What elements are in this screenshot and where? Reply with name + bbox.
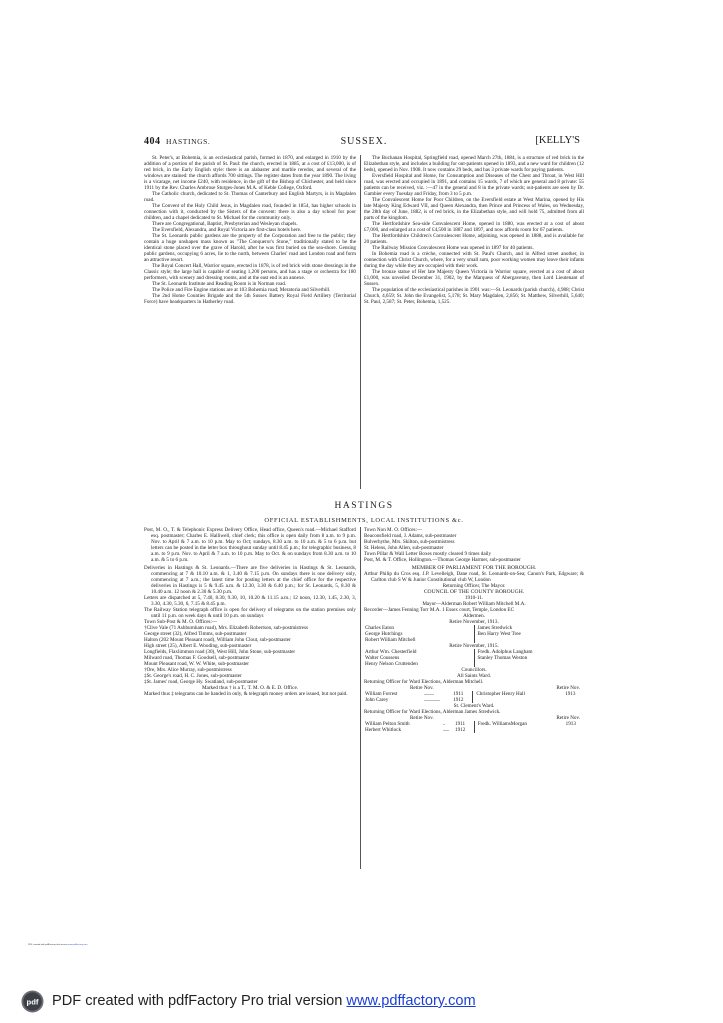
member-name: George Hutchings	[365, 631, 403, 638]
pdf-footer	[21, 987, 476, 1015]
pdf-icon-label: pdf	[26, 996, 39, 1006]
member-name: Ben Harry West Tree	[474, 631, 584, 637]
retire-1915-heading: Retire November, 1915.	[449, 643, 499, 650]
section-subtitle: OFFICIAL ESTABLISHMENTS, LOCAL INSTITUTIONS &c.	[264, 517, 464, 524]
directory-entry: Recorder—James Fenning Torr M.A. 1 Essex court, Temple, London EC	[364, 607, 514, 614]
paragraph: The Buchanan Hospital, Springfield road, opened March 27th, 1884, is a structure of red brick in the Elizabethan style, and includes a building for out-patients opened in 1893, and a new ward for children (12 beds), opened in Nov. 1908. It now contains 29 beds, and has 3 private wards for paying patients.	[364, 155, 584, 174]
directory-entry: COUNCIL OF THE COUNTY BOROUGH.	[423, 589, 525, 596]
paragraph: The Catholic church, dedicated to St. Thomas of Canterbury and English Martyrs, is in Magdalen road.	[144, 191, 356, 204]
directory-entry: George street (32), Alfred Timms, sub-postmaster	[144, 631, 247, 638]
paragraph: There are Congregational, Baptist, Presbyterian and Wesleyan chapels.	[152, 221, 298, 228]
ward-heading: All Saints Ward.	[457, 673, 491, 680]
member-name: Robert William Mitchell	[365, 637, 416, 644]
paragraph: The Police and Fire Engine stations are at 103 Bohemia road; Meratoria and Silverhill.	[152, 287, 331, 294]
directory-entry: Halton (202 Mount Pleasant road), William John Clout, sub-postmaster	[144, 637, 291, 644]
directory-entry: Town Sub-Post & M. O. Offices:—	[144, 619, 218, 626]
councillor-name: William Forrest	[365, 691, 398, 698]
paragraph: Eversfield Hospital and Home, for Consumption and Diseases of the Chest and Throat, in West Hill road, was erected and occupied in 1891, and contains 15 wards, 7 of which are general and 8 private: 55 patients can be received, viz. :—47 in the general and 8 in the private wards; out-patients are seen by Dr. Gambier every Tuesday and Friday, from 3 to 5 p.m.	[364, 173, 584, 198]
paragraph: The Hertfordshire Sea-side Convalescent Home, opened in 1880, was erected at a cost of about £7,000, and enlarged at a cost of £4,500 in 1887 and 1897, and now affords room for 67 patients.	[364, 221, 584, 234]
bottom-left-column	[144, 527, 356, 871]
directory-entry: Milward road, Thomas F. Goodsell, sub-postmaster	[144, 655, 250, 662]
directory-entry: The Railway Station telegraph office is open for delivery of telegrams on the station premises only until 11 p.m. on week days & until 10 p.m. on sundays	[144, 607, 356, 620]
paragraph: The Convent of the Holy Child Jesus, in Magdalen road, founded in 1854, has higher schools in connection with it, conducted by the Sisters of the convent: there is also a day school for poor children, and a chapel dedicated to St. Michael for the community only.	[144, 203, 356, 222]
paragraph: The 2nd Home Counties Brigade and the 5th Sussex Battery Royal Field Artillery (Territorial Force) have headquarters in Hatherley road.	[144, 293, 356, 306]
member-name: Walter Coussens	[365, 655, 400, 662]
paragraph: The Railway Mission Convalescent Home was opened in 1897 for 40 patients.	[372, 245, 534, 252]
directory-entry: Mount Pleasant road, W. W. White, sub-postmaster	[144, 661, 249, 668]
retire-label: Retire Nov.	[410, 715, 434, 722]
councillors-heading: Councillors.	[461, 667, 487, 674]
footer-link[interactable]: www.pdffactory.com	[346, 993, 476, 1009]
paragraph: The St. Leonards public gardens are the property of the Corporation and free to the public; they contain a huge unshapen mass known as "The Conqueror's Stone," traditionally stated to be the identical stone placed over the grave of Harold, after he was first buried on the sea-shore. Gensing public gardens, occupying 6 acres, lie to the north, between Charles' road and London road and form an attractive resort.	[144, 233, 356, 264]
retire-year: 1911	[453, 691, 464, 698]
member-name: Stanley Thomas Weston	[474, 655, 584, 661]
directory-entry: Marked thus ‡ telegrams can be handed in only, & telegraph money orders are issued, but not paid.	[144, 691, 348, 698]
paragraph: St. Peter's, at Bohemia, is an ecclesiastical parish, formed in 1870, and enlarged in 1910 by the addition of a portion of the parish of St. Paul: the church, erected in 1885, at a cost of £13,000, is of red brick, in the Early English style: there is an alabaster and marble reredos, and several of the windows are stained: the church affords 700 sittings. The register dates from the year 1890. The living is a vicarage, net income £240, with residence, in the gift of the Bishop of Chichester, and held since 1911 by the Rev. Charles Ambrose Sturges-Jones M.A. of Keble College, Oxford.	[144, 155, 356, 192]
leader-dots: ................	[423, 697, 440, 704]
directory-entry: Town Non M. O. Offices:—	[364, 527, 423, 533]
member-name: Fredk. Adolphus Langham	[474, 649, 584, 655]
running-head: HASTINGS.	[166, 137, 211, 146]
small-credit-text: PDF created with pdfFactory trial version	[28, 944, 68, 946]
directory-entry: High street (25), Albert E. Wooding, sub-postmaster	[144, 643, 252, 650]
retire-label: Retire Nov.	[556, 685, 580, 692]
paragraph: The population of the ecclesiastical parishes in 1901 was:—St. Leonards (parish church), 4,988; Christ Church, 4,659; St. John the Evangelist, 5,178; St. Mary Magdalen, 2,856; St. Matthew, Silverhill, 5,640; St. Paul, 2,587; St. Peter, Bohemia, 1,525.	[364, 287, 584, 306]
st-clements-table	[364, 721, 584, 733]
directory-entry: Bulverhythe, Mrs. Skilton, sub-postmistress	[364, 539, 455, 546]
member-name: James Stredwick	[474, 625, 584, 631]
aldermen-1913-table	[364, 625, 584, 643]
member-name: Henry Nelson Cruttenden	[365, 661, 418, 668]
returning-officer: Returning Officer for Ward Elections, Alderman James Stredwick.	[364, 709, 501, 716]
directory-entry: †Ore, Mrs. Alice Murray, sub-postmistress	[144, 667, 232, 674]
retire-label: Retire Nov.	[410, 685, 434, 692]
retire-year: 1912	[453, 697, 464, 704]
directory-entry: Returning Officer, The Mayor.	[442, 583, 506, 590]
councillor-name: Herbert Whitlock	[365, 727, 402, 734]
retire-year: 1913	[565, 721, 576, 728]
footer-text	[52, 993, 476, 1009]
directory-entry: Town Pillar & Wall Letter Boxes mostly cleared 9 times daily	[364, 551, 492, 558]
directory-entry: Post, M. & T. Office, Hollington.—Thomas George Harmer, sub-postmaster	[364, 557, 521, 564]
small-credit-line	[28, 944, 88, 946]
councillor-name: John Carey	[365, 697, 389, 704]
directory-entry: 1910-11.	[464, 595, 484, 602]
retire-year: 1912	[455, 727, 466, 734]
footer-message: PDF created with pdfFactory Pro trial version	[52, 993, 347, 1009]
councillor-name: Christopher Henry Hall	[473, 691, 564, 697]
paragraph: The Royal Concert Hall, Warrior square, erected in 1878, is of red brick with stone dressings in the Classic style; the large hall is capable of seating 1,200 persons, and has a stage or orchestra for 180 performers, with scenery and dressing rooms, and at the east end is an annexe.	[144, 263, 356, 282]
councillor-row	[364, 727, 584, 733]
member-name: Charles Eaton	[365, 625, 394, 632]
leader-dots: ..........	[423, 691, 434, 698]
directory-entry: Marked thus † is a T., T. M. O. & E. D. Office.	[201, 685, 299, 692]
page-number: 404	[144, 136, 161, 147]
aldermen-1915-table	[364, 649, 584, 667]
retire-label: Retire Nov.	[556, 715, 580, 722]
directory-entry: Deliveries in Hastings & St. Leonards.—There are five deliveries in Hastings & St. Leonards, commencing at 7 & 10.10 a.m. & 1, 3.40 & 7.15 p.m. On sundays there is one delivery only, commencing at 7 a.m.; the latest time for posting letters at the chief office for the respective deliveries in Hastings is 5 & 9.45 a.m. & 12.30, 3.30 & 6.40 p.m.; for St. Leonards, 5, 8.30 & 10.40 a.m. 12 noon & 2.30 & 5.30 p.m.	[144, 565, 356, 596]
column-divider	[360, 527, 361, 869]
paragraph: The bronze statue of Her late Majesty Queen Victoria in Warrior square, erected at a cost of about £1,000, was unveiled December 31, 1902, by the Marquess of Abergavenny, then Lord Lieutenant of Sussex.	[364, 269, 584, 288]
returning-officer: Returning Officer for Ward Elections, Alderman Mitchell.	[364, 679, 484, 686]
small-credit-link[interactable]: www.pdffactory.com	[68, 944, 88, 946]
directory-entry: Post, M. O., T. & Telephonic Express Delivery Office, Head office, Queen's road.—Michael Stafford esq. postmaster; Charles E. Halliwell, chief clerk; this office is open daily from 8 a.m. to 9 p.m. Nov. to April & 7 a.m. to 10 p.m. May to Oct; sundays, 8.30 a.m. to 10 a.m. & 5 to 6 p.m. but letters can be posted in the letter box throughout sunday until 8.45 p.m.; for telegraphic business, 8 a.m. to 9 p.m. Nov. to April & 7 a.m. to 10 p.m. May to Oct. & on sundays from 8.30 a.m. to 10 a.m. & 5 to 6 p.m.	[144, 527, 356, 564]
directory-entry: Letters are dispatched at 5, 7.40, 8.30, 9.30, 10, 10.20 & 11.15 a.m.; 12 noon, 12.30, 1.45, 2.30, 3, 3.30, 4.30, 5.30, 6, 7.15 & 8.45 p.m.	[144, 595, 356, 608]
paragraph: The Hertfordshire Children's Convalescent Home, adjoining, was opened in 1888, and is available for 20 patients.	[364, 233, 584, 246]
top-left-column	[144, 155, 356, 491]
directory-entry: Mayor—Alderman Robert William Mitchell M.A.	[422, 601, 526, 608]
leader-dots: ......	[443, 727, 450, 734]
member-name: Arthur Wm. Chesterfield	[365, 649, 417, 656]
officials-list	[364, 527, 584, 625]
directory-entry: Arthur Philip du Cros esq. J.P. Levelleigh, Dane road, St. Leonards-on-Sea; Canon's Park, Edgware; & Carlton club S W & Junior Constitutional club W, London	[364, 571, 584, 584]
retire-year: 1911	[455, 721, 466, 728]
column-divider	[360, 155, 361, 489]
retire-year	[565, 727, 584, 733]
top-right-column	[364, 155, 584, 491]
directory-entry: Beaconsfield road, J. Adams, sub-postmaster	[364, 533, 457, 540]
paragraph: The St. Leonards Institute and Reading Room is in Norman road.	[152, 281, 287, 288]
directory-entry: ‡St. James' road, George Hy. Swatland, sub-postmaster	[144, 679, 258, 686]
paragraph: The Eversfield, Alexandra, and Royal Victoria are first-class hotels here.	[152, 227, 302, 234]
page-header	[144, 136, 584, 152]
bottom-right-column	[364, 527, 584, 871]
paragraph: The Convalescent Home for Poor Children, on the Eversfield estate at West Marina, opened by His late Majesty King Edward VII, and Queen Alexandra, then Prince and Princess of Wales, on Wednesday, the 28th day of June, 1882, is of red brick, in the Elizabethan style, and will hold 75, admitted from all parts of the kingdom.	[364, 197, 584, 222]
county-title: SUSSEX.	[340, 136, 388, 147]
councillor-name: Fredk. WilliamsMorgan	[474, 721, 564, 727]
ward-heading: St. Clement's Ward.	[453, 703, 495, 710]
directory-entry: Retire November, 1913.	[449, 619, 499, 626]
section-title: HASTINGS	[334, 501, 394, 511]
publisher-mark: [KELLY'S	[535, 135, 580, 146]
pdf-icon	[21, 990, 44, 1013]
retire-year: 1913	[565, 691, 576, 698]
directory-entry: MEMBER OF PARLIAMENT FOR THE BOROUGH.	[411, 565, 537, 572]
councillor-name	[474, 727, 564, 733]
councillor-name: William Pelton Smith	[365, 721, 410, 728]
directory-entry: Longfields, Flaxlimmon road (30), West Hill, John Stone, sub-postmaster	[144, 649, 296, 656]
directory-entry: St. Helens, John Allen, sub-postmaster	[364, 545, 444, 552]
directory-entry: ‡St. George's road, H. C. Jones, sub-postmaster	[144, 673, 242, 680]
leader-dots: ..	[443, 721, 446, 728]
paragraph: In Bohemia road is a crèche, connected with St. Paul's Church, and in Alfred street another, in connection with Christ Church, where, for a very small sum, poor working women may leave their infants during the day while they are occupied with their work.	[364, 251, 584, 270]
all-saints-table	[364, 691, 584, 703]
directory-entry: Aldermen.	[463, 613, 485, 620]
directory-entry: †Clive Vale (71 Ashburnham road), Mrs. Elizabeth Robertson, sub-postmistress	[144, 625, 308, 632]
